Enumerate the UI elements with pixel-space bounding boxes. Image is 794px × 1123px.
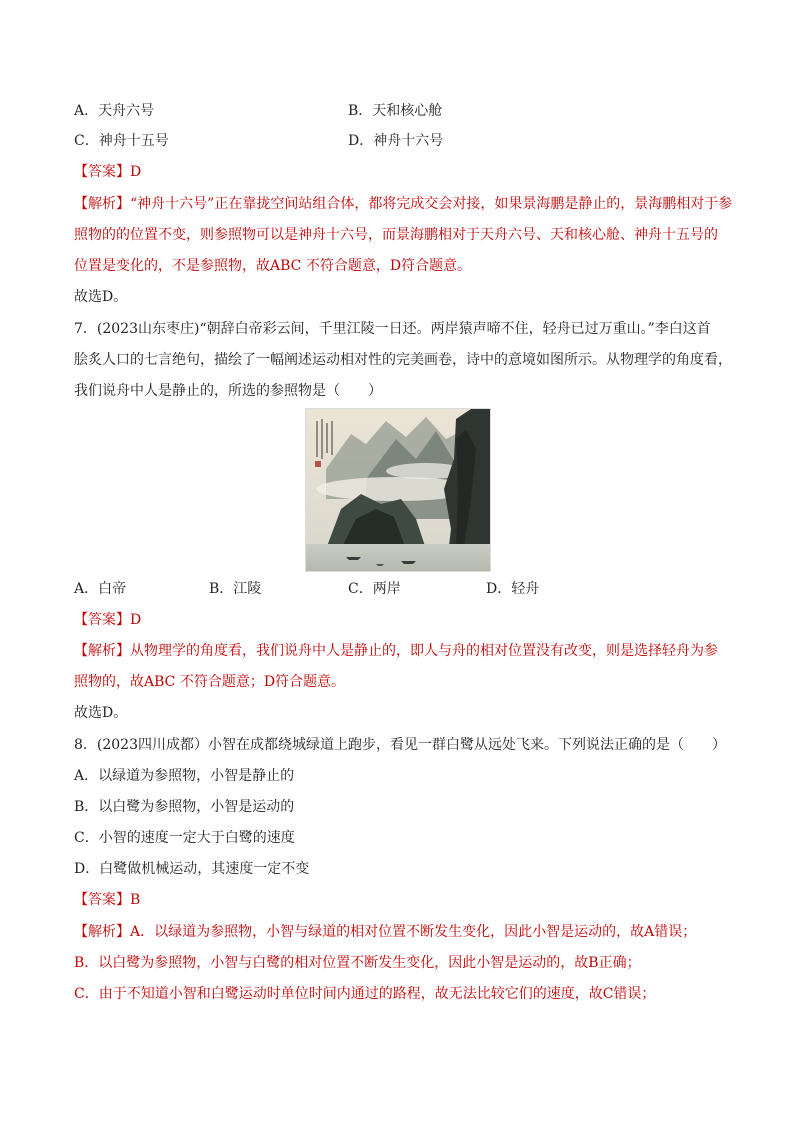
analysis-tag: 【解析】 [74, 643, 130, 659]
q7-stem-line-2: 脍炙人口的七言绝句，描绘了一幅阐述运动相对性的完美画卷，诗中的意境如图所示。从物理学的角度看， [74, 352, 732, 368]
q8-option-d: D．白鹭做机械运动，其速度一定不变 [74, 861, 310, 877]
q7-option-a: A．白帝 [74, 581, 127, 597]
answer-tag: 【答案】 [74, 892, 130, 908]
answer-tag: 【答案】 [74, 612, 130, 628]
q7-analysis-line-1 [74, 641, 718, 661]
q6-answer [74, 162, 141, 182]
q8-option-c: C．小智的速度一定大于白鹭的速度 [74, 830, 295, 846]
q8-stem: 8．(2023四川成都）小智在成都绕城绿道上跑步，看见一群白鹭从远处飞来。下列说法正确的是（ ） [74, 737, 726, 753]
landscape-painting-image [305, 408, 491, 572]
q8-analysis-line-3: C．由于不知道小智和白鹭运动时单位时间内通过的路程，故无法比较它们的速度，故C错误； [74, 986, 656, 1002]
q7-option-b: B．江陵 [209, 581, 262, 597]
q7-option-d: D．轻舟 [486, 581, 540, 597]
answer-value: D [130, 612, 142, 628]
q8-option-a: A．以绿道为参照物，小智是静止的 [74, 768, 295, 784]
q7-stem-line-1: 7．(2023山东枣庄)“朝辞白帝彩云间，千里江陵一日还。两岸猿声啼不住，轻舟已过万重山。”李白这首 [74, 321, 711, 337]
q6-analysis-line-1 [74, 194, 732, 214]
q8-answer [74, 890, 140, 910]
q6-option-d: D．神舟十六号 [348, 133, 444, 149]
q7-analysis-line-2: 照物的，故ABC 不符合题意；D符合题意。 [74, 674, 346, 690]
answer-value: D [130, 164, 142, 180]
q8-analysis-line-1 [74, 922, 696, 942]
q6-analysis-line-3: 位置是变化的，不是参照物，故ABC 不符合题意，D符合题意。 [74, 258, 472, 274]
q6-option-b: B．天和核心舱 [348, 103, 443, 119]
analysis-tag: 【解析】 [74, 196, 130, 212]
q7-stem-line-3: 我们说舟中人是静止的，所选的参照物是（ ） [74, 383, 382, 399]
q6-option-a: A．天舟六号 [74, 103, 155, 119]
analysis-tag: 【解析】 [74, 924, 130, 940]
q6-analysis-line-2: 照物的的位置不变，则参照物可以是神舟十六号，而景海鹏相对于天舟六号、天和核心舱、神舟十五号的 [74, 227, 718, 243]
q7-option-c: C．两岸 [348, 581, 401, 597]
answer-value: B [130, 892, 141, 908]
analysis-text: “神舟十六号”正在靠拢空间站组合体，都将完成交会对接，如果景海鹏是静止的，景海鹏相对于参 [130, 196, 733, 212]
q6-option-c: C．神舟十五号 [74, 133, 169, 149]
q7-answer [74, 610, 141, 630]
analysis-text: A．以绿道为参照物，小智与绿道的相对位置不断发生变化，因此小智是运动的，故A错误； [130, 924, 697, 940]
q8-analysis-line-2: B．以白鹭为参照物，小智与白鹭的相对位置不断发生变化，因此小智是运动的，故B正确； [74, 955, 641, 971]
q8-option-b: B．以白鹭为参照物，小智是运动的 [74, 799, 295, 815]
q7-conclusion: 故选D。 [74, 705, 128, 721]
q6-conclusion: 故选D。 [74, 289, 128, 305]
answer-tag: 【答案】 [74, 164, 130, 180]
analysis-text: 从物理学的角度看，我们说舟中人是静止的，即人与舟的相对位置没有改变，则是选择轻舟为参 [130, 643, 718, 659]
